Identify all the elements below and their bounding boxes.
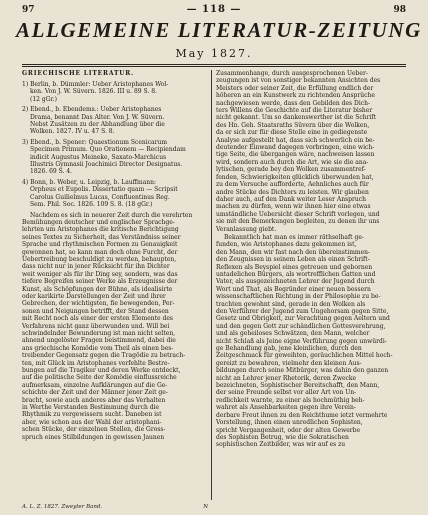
page-number-left: 97	[22, 5, 35, 15]
text-line: nicht an Lehrer jener Rhetorik, deren Zwecke	[216, 374, 357, 382]
text-line: Analyse aufgestellt hat, dass sich schwerlich ein be-	[216, 136, 375, 144]
text-line: sophistischen Zeitbilder, was wir auf es zu	[216, 441, 346, 449]
header-rule-thin	[22, 66, 406, 67]
text-line: andre Stücke des Dichters zu leisten. Wir glauben	[216, 188, 369, 196]
text-line: Zusammenhange, durch ausgesprochenen Ueber-	[216, 70, 368, 77]
text-line: seines Textes zu Sicherheit, das Verständniss seiner	[22, 233, 181, 241]
text-line: höheren an ein Kunstwerk zu richtenden Ansprüche	[216, 92, 375, 100]
text-line: zeugungen ist von sonstiger bekannten Ansichten des	[216, 77, 381, 85]
text-line: spricht Vergangenheit, oder der alten Gewerbe	[216, 426, 361, 434]
text-line: tiefere Begreifen seiner Werke als Erzeugnisse der	[22, 278, 178, 286]
text-line: sie mit den Bemerkungen begleiten, zu denen ihr uns	[216, 218, 380, 226]
left-column	[22, 70, 208, 506]
entry-line: 2) Ebend., b. Ebendems.: Ueber Aristophanes	[22, 106, 162, 114]
text-line: zu dem Versuche aufforderte, Aehnliches auch für	[216, 181, 369, 189]
text-line: Veranlassung giebt.	[216, 225, 277, 233]
text-line: den Mann, den wir fast nach den übereinstimmen-	[216, 248, 371, 256]
text-line: nachgewiesen werde, dass den Gebilden des Dich-	[216, 99, 371, 107]
footer-signature-mark: N	[203, 504, 208, 510]
text-line: Vorstellung, ihnen einen unredlichen Sophisten,	[216, 419, 363, 427]
text-line: auf die politische Seite der Komödie einflussreiche	[22, 374, 177, 382]
text-line: derbare Freut ihnen zu den Reichthume ietzt vermehrte	[216, 411, 388, 419]
text-line: Bemühungen deutscher und englischer Sprachge-	[22, 218, 175, 226]
text-line: Rhythmik zu vergewissern sucht. Daneben ist	[22, 411, 162, 419]
text-line: bildungen durch seine Mitbürger, was dahin den ganzen	[216, 367, 389, 375]
text-line: ans griechische Komödie vom Theil als einen bes-	[22, 344, 174, 352]
text-line: lytischen, gerade bey den Wolken zusammentref-	[216, 166, 366, 174]
entry-line: Specimen Primum. Quo Orationem — Recipiendam	[30, 146, 186, 154]
page-number-right: 98	[393, 5, 406, 15]
text-line: Gesetz und Obrigkeit, zur Verachtung gegen Aeltern und	[216, 315, 390, 323]
text-line: Reflexen als Beyspiel eines getreuen und gebornen	[216, 263, 373, 271]
text-line: wissenschaftlichen Richtung in der Philosophie zu be-	[216, 293, 381, 301]
bibliography-list	[22, 81, 208, 209]
sheet-number: — 118 —	[186, 4, 242, 15]
entry-line: Carolus Guilielmus Lucas, Confluentinus Reg.	[30, 193, 170, 201]
text-line: daher auch, auf den Dank weiter Leser Anspruch	[216, 195, 366, 203]
text-line: Bekanntlich hat man es immer räthselhaft ge-	[224, 233, 364, 241]
text-line: Gebrechen, der wichtigsten, fie bewegenden, Per-	[22, 300, 175, 308]
entry-line: Orpheus et Eupolis. Dissertatio quam — Scripsit	[30, 186, 178, 194]
text-line: ters Willens die Geschichte auf die Literatur bisher	[216, 107, 373, 115]
entry-line: 3) Ebend., b. Spener: Quaestionum Scenicarum	[22, 138, 168, 146]
text-line: Zeitgeschmack für geweihten, geräuchlichen Mittel hoch-	[216, 352, 393, 360]
text-line: ge Behandlung gab, jene kleinlichen, durch den	[216, 345, 362, 353]
entry-line: Sem. Phil. Soc. 1826. 109 S. 8. (18 gGr.)	[30, 201, 153, 209]
footer-signature: A. L. Z. 1827. Zweyter Band.	[22, 504, 103, 510]
text-line: sonen und Neigungen betrifft, der Stand dessen	[22, 307, 169, 315]
text-line: aber, wie schon aus der Wahl der aristophani-	[22, 418, 162, 426]
entry-line: (12 gGr.)	[30, 95, 57, 103]
entry-line: 1826. 69 S. 4.	[30, 168, 73, 176]
text-line: Nachdem es sich in neuerer Zeit durch die verehrten	[30, 211, 193, 219]
text-line: schichte der Zeit und der Männer jener Zeit ge-	[22, 389, 168, 397]
text-line: treibender Gegensatz gegen die Tragödie zu betrach-	[22, 352, 186, 360]
text-line: fenden, Schwierigkeiten glücklich überwunden hat,	[216, 173, 374, 181]
entry-line: 1) Berlin, b. Dümmler: Ueber Aristophanes Wol-	[22, 81, 169, 88]
text-line: spruch eines Stilbildungen in gewissen Jaunen	[22, 433, 165, 441]
text-line: nicht Schlaß als Jeine eigne Verführung gegen unwürdi-	[216, 337, 387, 345]
column-divider	[211, 70, 212, 500]
text-line: mit Recht noch als einer der ersten Elemente des	[22, 315, 173, 323]
text-line: weit weniger als für ihr Ding sey, sondern, was das	[22, 270, 178, 278]
bibliography-entry	[22, 106, 208, 136]
masthead-title: ALLGEMEINE LITERATUR-ZEITUNG	[16, 18, 422, 42]
text-line: machen zu dürfen, wenn wir ihnen hier eine etwas	[216, 203, 371, 211]
text-line: des Hn. Geh. Staatsraths Süvern über die Wolken,	[216, 121, 370, 129]
text-line: oder karikirte Darstellungen der Zeit und ihrer	[22, 292, 166, 300]
entry-line: Drama, benannt Das Alter. Von J. W. Süvern.	[30, 113, 165, 121]
text-line: deutender Einwand dagegen vorbringen, eine wich-	[216, 144, 375, 152]
right-column	[216, 70, 406, 506]
text-line: Uebertreibung beschuldigt zu werden, behaupten,	[22, 255, 177, 263]
bibliography-entry	[22, 179, 208, 209]
text-line: in Werthe Verstanden Bestimmung durch die	[22, 404, 160, 412]
text-line: untadelichen Bürgers, als wortrefflichen Gatten und	[216, 270, 376, 278]
text-line: bezeichneten, Sophistischer Bereitschafft, den Mann,	[216, 382, 380, 390]
text-line: schwindelnder Bewunderung ist man nicht selten,	[22, 330, 176, 337]
text-line: ahnend ungelöster Fragen beistimmend, dabei die	[22, 337, 176, 345]
text-line: funden, wie Aristophanes dazu gekommen ist,	[216, 241, 357, 249]
text-line: gereizt zu bewahren, vielmehr den kleinen Aus-	[216, 359, 362, 367]
text-line: schen Stücke, der einzelnen Stellen, die Gross-	[22, 426, 166, 434]
text-line: Sprache und rhythmischen Formen zu Genauigkeit	[22, 241, 178, 249]
entry-line: Wolken. 1827. IV u. 47 S. 8.	[30, 128, 115, 136]
entry-line: ken. Von J. W. Süvern. 1826. III u. 89 S. 8.	[30, 88, 157, 96]
text-line: redlichkeit warnte, zu einer als hochmüthig beh-	[216, 396, 365, 404]
text-line: da er sich zur für diese Stelle eine in gediegenste	[216, 129, 368, 137]
text-line: umständliche Uebersicht dieser Schrift vorlegen, und	[216, 210, 380, 218]
issue-month: May 1827.	[175, 47, 253, 60]
entry-line: Illustris Gymnasii Joachimici Director Designatus.	[30, 161, 183, 169]
text-line: den Verführer der Jugend zum Ungehorsam gegen Sitte,	[216, 308, 389, 315]
header-rule	[22, 64, 406, 65]
text-line: Wort und That, als Begründer einer neuen bessern	[216, 285, 371, 293]
bibliography-entry	[22, 139, 208, 176]
text-line: bracht, sowie auch anderes aber das Verhalten	[22, 396, 166, 404]
text-line: trachten gewohnt sind, gerade in den Wolken als	[216, 300, 366, 308]
text-line: dass nicht nur in jener Rücksicht für ihn Dichter	[22, 263, 170, 271]
section-title: GRIECHISCHE LITERATUR.	[22, 70, 134, 77]
entry-line: Nebst Zusätzen zu der Abhandlung über die	[30, 121, 165, 129]
text-line: Vater, als ausgezeichneten Lehrer der Jugend durch	[216, 278, 375, 286]
text-line: wahret als Ansehbarkeiten gegen ihre Verein-	[216, 404, 356, 412]
text-line: aufmerksam, einzelne Aufklärungen auf die Ge-	[22, 381, 168, 389]
text-line: tige Seite, die übergangen wäre, nachweisen lassen	[216, 151, 375, 159]
text-line: Meisters oder seiner Zeit, die Erfüllung endlich der	[216, 84, 374, 92]
text-line: lehrten um Aristophanes die kritische Berichtigung	[22, 226, 179, 234]
text-line: des Sophisten Betrug, wie die Sokratischen	[216, 433, 349, 441]
review-text-left	[22, 212, 208, 442]
text-line: Verfahrens nicht ganz überwunden und. Will bei	[22, 322, 170, 330]
review-text-right	[216, 70, 406, 449]
entry-line: indicit Augustus Meineke, Saxato-Marchicus	[30, 153, 167, 161]
text-line: bungen auf die Tragiker und deren Werke entdeckt,	[22, 367, 181, 375]
text-line: gewonnen hat, so kann man doch ohne Furcht, der	[22, 248, 178, 256]
text-line: den Zeugnissen in seinem Leben als einen Schrift-	[216, 256, 370, 264]
page-footer	[22, 503, 208, 512]
text-line: ten, mit Glück im Aristophanes verfehlte Bestre-	[22, 359, 170, 367]
text-line: nicht gekannt. Um so dankenswerther ist die Schrift	[216, 114, 376, 122]
text-line: wird, sondern auch durch die Art, wie sie die ana-	[216, 158, 369, 166]
entry-line: 4) Bonn, b. Weber, u. Leipzig, b. Lauffmann:	[22, 178, 156, 186]
bibliography-entry	[22, 81, 208, 103]
text-line: der seine Freunde selbst vor aller Art von Un-	[216, 389, 357, 397]
text-line: Kunst, als Schöpfungen der Bühne, als idealisirte	[22, 285, 173, 293]
text-line: und den gegen Gott zur schändlichen Gottesverehrung,	[216, 322, 386, 330]
text-line: und als geheiloses Schwätzen, den Mann, welcher	[216, 330, 370, 338]
